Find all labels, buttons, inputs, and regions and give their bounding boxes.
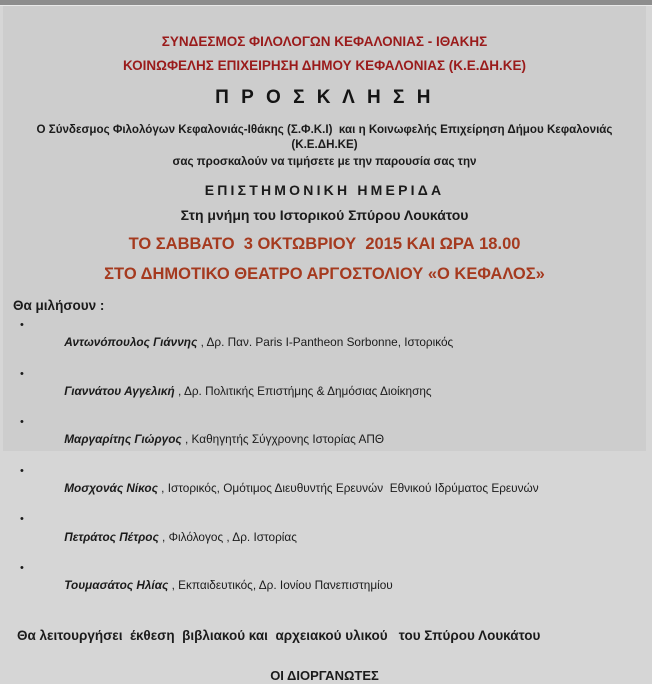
speakers-list [3,318,646,610]
intro-line-2: σας προσκαλούν να τιμήσετε με την παρουσία σας την [172,155,477,168]
speaker-details: , Δρ. Πολιτικής Επιστήμης & Δημόσιας Διοίκησης [174,383,432,398]
exhibition-note: Θα λειτουργήσει έκθεση βιβλιακού και αρχειακού υλικού του Σπύρου Λουκάτου [17,627,541,643]
bullet-icon: • [20,416,24,429]
bullet-icon: • [20,319,24,331]
list-item [3,367,646,416]
speaker-name: Μοσχονάς Νίκος [64,481,158,496]
speaker-details: , Φιλόλογος , Δρ. Ιστορίας [158,529,297,544]
list-item [3,415,646,464]
invitation-page [3,6,646,683]
list-item [3,318,646,367]
speaker-name: Τουμασάτος Ηλίας [64,578,169,593]
invitation-title: Π Ρ Ο Σ Κ Λ Η Σ Η [215,87,434,108]
list-item [3,512,646,561]
speaker-name: Αντωνόπουλος Γιάννης [64,335,198,350]
bullet-icon: • [20,562,24,575]
speaker-name: Πετράτος Πέτρος [64,529,159,544]
speaker-details: , Καθηγητής Σύγχρονης Ιστορίας ΑΠΘ [181,432,385,447]
organization-line-2: ΚΟΙΝΩΦΕΛΗΣ ΕΠΙΧΕΙΡΗΣΗ ΔΗΜΟΥ ΚΕΦΑΛΟΝΙΑΣ (Κ.Ε.ΔΗ.ΚΕ) [122,58,526,73]
list-item [3,464,646,513]
organizers-signature: ΟΙ ΔΙΟΡΓΑΝΩΤΕΣ [270,667,379,683]
event-datetime: ΤΟ ΣΑΒΒΑΤΟ 3 ΟΚΤΩΒΡΙΟΥ 2015 ΚΑΙ ΩΡΑ 18.00 [128,235,521,253]
bullet-icon: • [20,513,24,526]
list-item [3,561,646,610]
speaker-details: , Ιστορικός, Ομότιμος Διευθυντής Ερευνών Εθνικού Ιδρύματος Ερευνών [157,481,539,496]
speaker-name: Γιαννάτου Αγγελική [64,383,175,398]
speakers-heading: Θα μιλήσουν : [13,298,105,313]
intro-line-1: Ο Σύνδεσμος Φιλολόγων Κεφαλονιάς-Ιθάκης (Σ.Φ.Κ.Ι) και η Κοινωφελής Επιχείρηση Δήμου Κεφαλονιάς (Κ.Ε.ΔΗ.ΚΕ) [36,123,616,151]
speaker-details: , Δρ. Παν. Paris I-Pantheon Sorbonne, Ιστορικός [197,335,454,350]
event-venue: ΣΤΟ ΔΗΜΟΤΙΚΟ ΘΕΑΤΡΟ ΑΡΓΟΣΤΟΛΙΟΥ «Ο ΚΕΦΑΛΟΣ» [104,265,545,283]
bullet-icon: • [20,464,24,477]
event-type: ΕΠΙΣΤΗΜΟΝΙΚΗ ΗΜΕΡΙΔΑ [204,182,445,198]
speaker-details: , Εκπαιδευτικός, Δρ. Ιονίου Πανεπιστημίου [168,578,393,593]
event-dedication: Στη μνήμη του Ιστορικού Σπύρου Λουκάτου [180,207,469,223]
speaker-name: Μαργαρίτης Γιώργος [64,432,182,447]
bullet-icon: • [20,367,24,380]
organization-line-1: ΣΥΝΔΕΣΜΟΣ ΦΙΛΟΛΟΓΩΝ ΚΕΦΑΛΟΝΙΑΣ - ΙΘΑΚΗΣ [161,34,488,49]
